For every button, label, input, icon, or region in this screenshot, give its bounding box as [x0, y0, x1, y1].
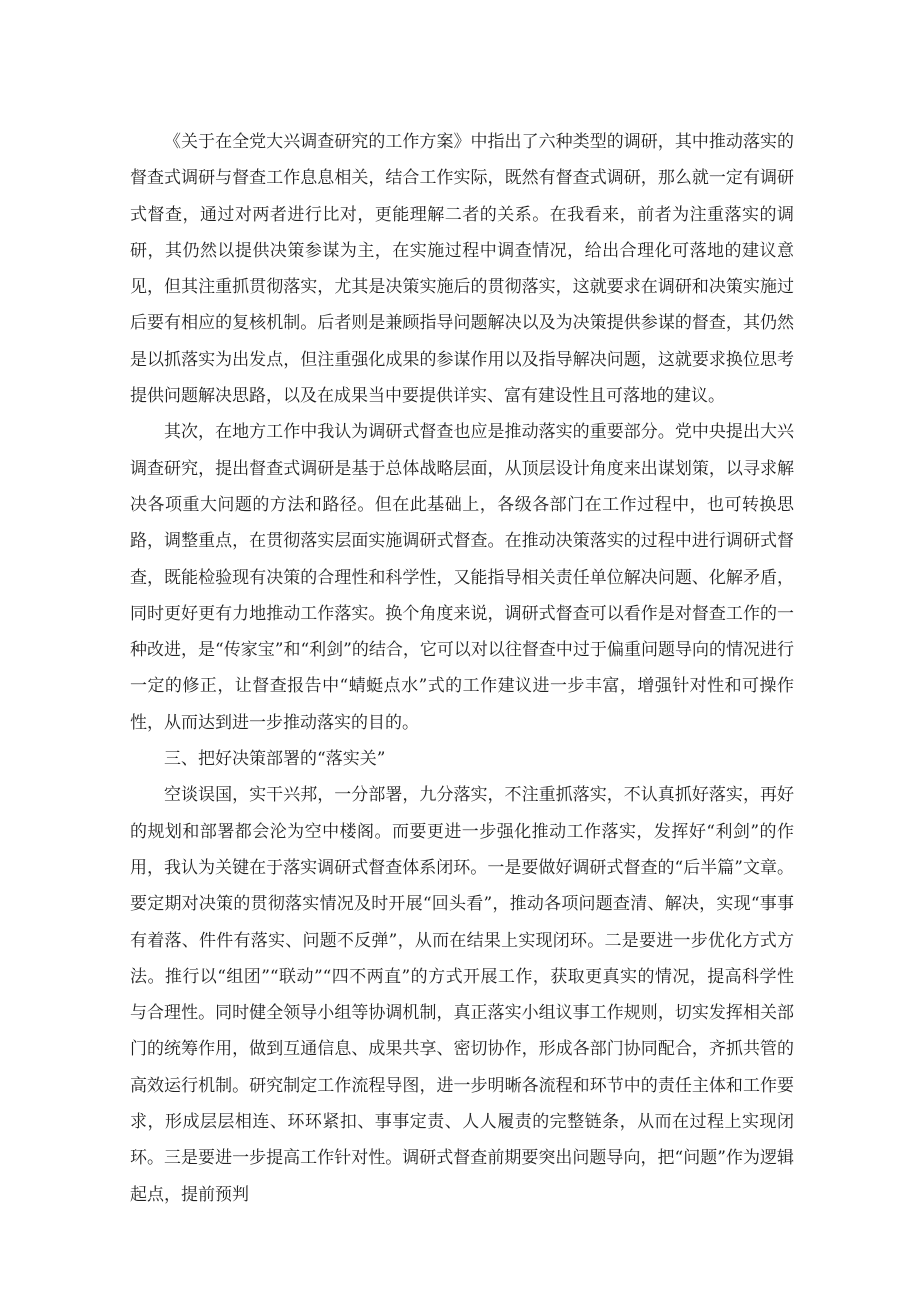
paragraph-closed-loop-system: 空谈误国，实干兴邦，一分部署，九分落实，不注重抓落实，不认真抓好落实，再好的规划和部署都会沦为空中楼阁。而要更进一步强化推动工作落实，发挥好“利剑”的作用，我认为关键在于落实调研式督查体系闭环。一是要做好调研式督查的“后半篇”文章。要定期对决策的贯彻落实情况及时开展“回头看”，推动各项问题查清、解决，实现“事事有着落、件件有落实、问题不反弹”，从而在结果上实现闭环。二是要进一步优化方式方法。推行以“组团”“联动”“四不两直”的方式开展工作，获取更真实的情况，提高科学性与合理性。同时健全领导小组等协调机制，真正落实小组议事工作规则，切实发挥相关部门的统筹作用，做到互通信息、成果共享、密切协作，形成各部门协同配合，齐抓共管的高效运行机制。研究制定工作流程导图，进一步明晰各流程和环节中的责任主体和工作要求，形成层层相连、环环紧扣、事事定责、人人履责的完整链条，从而在过程上实现闭环。三是要进一步提高工作针对性。调研式督查前期要突出问题导向，把“问题”作为逻辑起点，提前预判 [130, 785, 794, 1205]
document-body [130, 124, 794, 1213]
paragraph-local-work-supervision: 其次，在地方工作中我认为调研式督查也应是推动落实的重要部分。党中央提出大兴调查研究，提出督查式调研是基于总体战略层面，从顶层设计角度来出谋划策，以寻求解决各项重大问题的方法和路径。但在此基础上，各级各部门在工作过程中，也可转换思路，调整重点，在贯彻落实层面实施调研式督查。在推动决策落实的过程中进行调研式督查，既能检验现有决策的合理性和科学性，又能指导相关责任单位解决问题、化解矛盾，同时更好更有力地推动工作落实。换个角度来说，调研式督查可以看作是对督查工作的一种改进，是“传家宝”和“利剑”的结合，它可以对以往督查中过于偏重问题导向的情况进行一定的修正，让督查报告中“蜻蜓点水”式的工作建议进一步丰富，增强针对性和可操作性，从而达到进一步推动落实的目的。 [130, 422, 794, 733]
paragraph-work-plan-comparison: 《关于在全党大兴调查研究的工作方案》中指出了六种类型的调研，其中推动落实的督查式调研与督查工作息息相关，结合工作实际，既然有督查式调研，那么就一定有调研式督查，通过对两者进行比对，更能理解二者的关系。在我看来，前者为注重落实的调研，其仍然以提供决策参谋为主，在实施过程中调查情况，给出合理化可落地的建议意见，但其注重抓贯彻落实，尤其是决策实施后的贯彻落实，这就要求在调研和决策实施过后要有相应的复核机制。后者则是兼顾指导问题解决以及为决策提供参谋的督查，其仍然是以抓落实为出发点，但注重强化成果的参谋作用以及指导解决问题，这就要求换位思考提供问题解决思路，以及在成果当中要提供详实、富有建设性且可落地的建议。 [130, 132, 794, 407]
section-heading-implementation: 三、把好决策部署的“落实关” [164, 749, 386, 770]
